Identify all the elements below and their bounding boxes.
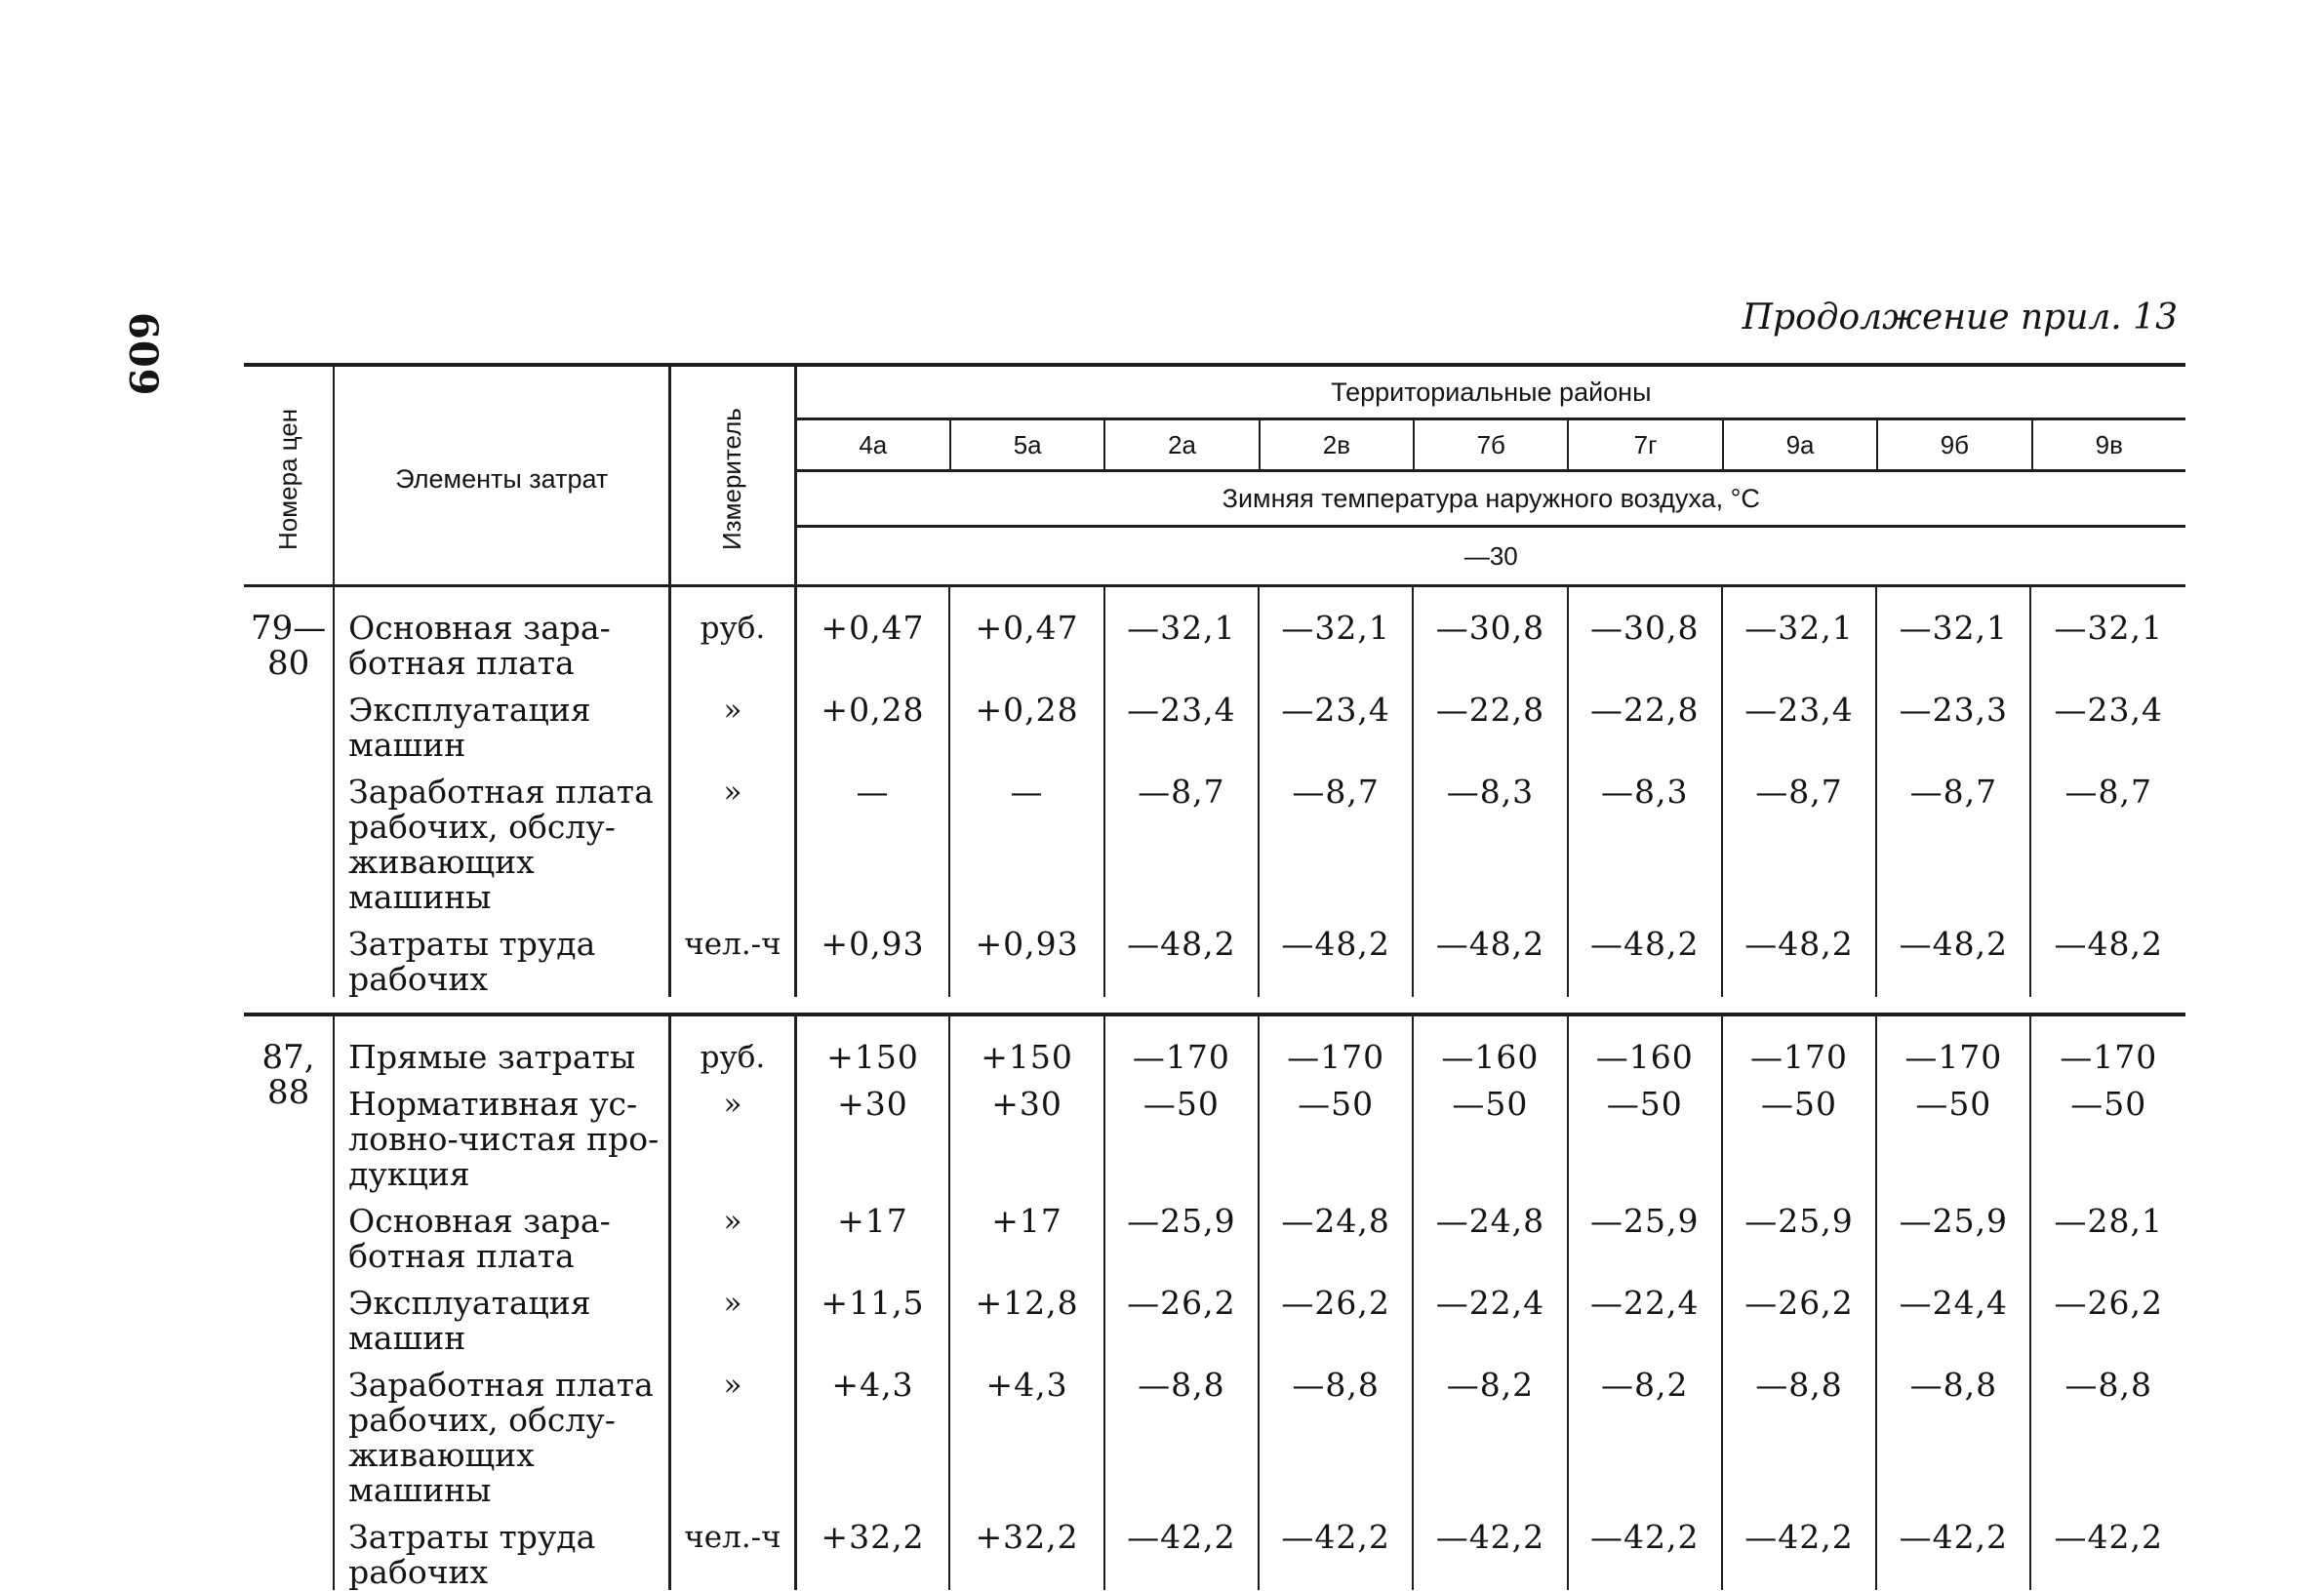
value-cell: —26,2 <box>2030 1274 2185 1356</box>
value-cell: —50 <box>1568 1075 1722 1192</box>
value-cell: —42,2 <box>1876 1508 2030 1590</box>
value-cell: —8,8 <box>1722 1356 1876 1508</box>
cost-element: Основная зара- ботная плата <box>334 1192 670 1274</box>
value-cell: +0,47 <box>949 586 1103 682</box>
value-cell: +150 <box>949 1014 1103 1075</box>
continuation-caption: Продолжение прил. 13 <box>1742 298 2178 338</box>
value-cell: +11,5 <box>795 1274 949 1356</box>
value-cell: —23,4 <box>2030 681 2185 763</box>
region-4a: 4а <box>859 430 888 459</box>
value-cell: —8,7 <box>1722 763 1876 915</box>
value-cell: —170 <box>1104 1014 1259 1075</box>
header-temp-value: —30 <box>1463 541 1518 571</box>
value-cell: —42,2 <box>1259 1508 1413 1590</box>
value-cell: —25,9 <box>1104 1192 1259 1274</box>
value-cell: —42,2 <box>2030 1508 2185 1590</box>
value-cell: —50 <box>1104 1075 1259 1192</box>
cost-element: Основная зара- ботная плата <box>334 586 670 682</box>
value-cell: —48,2 <box>1413 915 1567 997</box>
region-5a: 5а <box>949 420 1103 469</box>
value-cell: —8,8 <box>1104 1356 1259 1508</box>
value-cell: —8,8 <box>1876 1356 2030 1508</box>
value-cell: —22,4 <box>1568 1274 1722 1356</box>
header-elem-label: Элементы затрат <box>395 464 609 494</box>
value-cell: —48,2 <box>1104 915 1259 997</box>
region-7g: 7г <box>1567 420 1721 469</box>
value-cell: +17 <box>949 1192 1103 1274</box>
price-number: 87, 88 <box>244 1014 334 1590</box>
header-num-label: Номера цен <box>273 408 303 550</box>
cost-element: Нормативная ус- ловно-чистая про- дукция <box>334 1075 670 1192</box>
table-row <box>244 1192 2185 1274</box>
value-cell: —30,8 <box>1413 586 1567 682</box>
value-cell: —22,4 <box>1413 1274 1567 1356</box>
price-number: 79— 80 <box>250 609 327 683</box>
unit: » <box>670 763 795 915</box>
unit: руб. <box>670 586 795 682</box>
value-cell: —32,1 <box>1104 586 1259 682</box>
header-region-row <box>797 420 2185 472</box>
header-unit-col <box>670 365 795 586</box>
value-cell: —42,2 <box>1722 1508 1876 1590</box>
value-cell: —170 <box>1876 1014 2030 1075</box>
value-cell: —42,2 <box>1568 1508 1722 1590</box>
value-cell: —170 <box>1259 1014 1413 1075</box>
table-row <box>244 915 2185 997</box>
value-cell: —48,2 <box>1722 915 1876 997</box>
value-cell: —23,4 <box>1104 681 1259 763</box>
value-cell: —50 <box>2030 1075 2185 1192</box>
region-2a: 2а <box>1103 420 1258 469</box>
region-9a: 9а <box>1722 420 1876 469</box>
value-cell: —26,2 <box>1259 1274 1413 1356</box>
value-cell: —22,8 <box>1568 681 1722 763</box>
value-cell: —26,2 <box>1722 1274 1876 1356</box>
value-cell: —170 <box>2030 1014 2185 1075</box>
header-regions-block <box>795 365 2185 586</box>
value-cell: —26,2 <box>1104 1274 1259 1356</box>
value-cell: —32,1 <box>1876 586 2030 682</box>
table-row <box>244 763 2185 915</box>
header-elem-col <box>334 365 670 586</box>
value-cell: —8,8 <box>2030 1356 2185 1508</box>
unit: » <box>670 1356 795 1508</box>
unit: » <box>670 1192 795 1274</box>
value-cell: —8,3 <box>1568 763 1722 915</box>
value-cell: +0,28 <box>795 681 949 763</box>
value-cell: —32,1 <box>1722 586 1876 682</box>
value-cell: +17 <box>795 1192 949 1274</box>
value-cell: —42,2 <box>1104 1508 1259 1590</box>
value-cell: —23,4 <box>1722 681 1876 763</box>
value-cell: —25,9 <box>1568 1192 1722 1274</box>
value-cell: —50 <box>1722 1075 1876 1192</box>
value-cell: —170 <box>1722 1014 1876 1075</box>
value-cell: —160 <box>1413 1014 1567 1075</box>
value-cell: — <box>949 763 1103 915</box>
value-cell: —30,8 <box>1568 586 1722 682</box>
value-cell: —48,2 <box>2030 915 2185 997</box>
value-cell: +12,8 <box>949 1274 1103 1356</box>
section-spacer <box>244 997 2185 1014</box>
value-cell: +30 <box>795 1075 949 1192</box>
table-row <box>244 681 2185 763</box>
unit: » <box>670 681 795 763</box>
value-cell: —8,2 <box>1568 1356 1722 1508</box>
cost-element: Прямые затраты <box>334 1014 670 1075</box>
table-header <box>244 365 2185 586</box>
table-body <box>244 586 2185 1591</box>
value-cell: +4,3 <box>795 1356 949 1508</box>
value-cell: — <box>795 763 949 915</box>
cost-element: Затраты труда рабочих <box>334 1508 670 1590</box>
value-cell: —48,2 <box>1568 915 1722 997</box>
cost-element: Затраты труда рабочих <box>334 915 670 997</box>
unit: » <box>670 1075 795 1192</box>
value-cell: —8,7 <box>1104 763 1259 915</box>
value-cell: —25,9 <box>1876 1192 2030 1274</box>
table-row <box>244 1356 2185 1508</box>
table-row <box>244 1274 2185 1356</box>
value-cell: —8,7 <box>1876 763 2030 915</box>
value-cell: +0,93 <box>949 915 1103 997</box>
value-cell: —48,2 <box>1876 915 2030 997</box>
value-cell: —8,8 <box>1259 1356 1413 1508</box>
page-number: 609 <box>120 312 166 397</box>
value-cell: +0,93 <box>795 915 949 997</box>
value-cell: —50 <box>1259 1075 1413 1192</box>
value-cell: —22,8 <box>1413 681 1567 763</box>
value-cell: —8,3 <box>1413 763 1567 915</box>
value-cell: —8,7 <box>2030 763 2185 915</box>
value-cell: —23,4 <box>1259 681 1413 763</box>
region-9b: 9б <box>1876 420 2030 469</box>
value-cell: +32,2 <box>795 1508 949 1590</box>
value-cell: —48,2 <box>1259 915 1413 997</box>
value-cell: —160 <box>1568 1014 1722 1075</box>
cost-element: Заработная плата рабочих, обслу- живающих машины <box>334 1356 670 1508</box>
value-cell: +0,28 <box>949 681 1103 763</box>
cost-element: Эксплуатация машин <box>334 681 670 763</box>
table-row <box>244 1014 2185 1075</box>
value-cell: +32,2 <box>949 1508 1103 1590</box>
unit: руб. <box>670 1014 795 1075</box>
value-cell: —23,3 <box>1876 681 2030 763</box>
value-cell: —50 <box>1876 1075 2030 1192</box>
value-cell: —28,1 <box>2030 1192 2185 1274</box>
value-cell: +150 <box>795 1014 949 1075</box>
region-2v: 2в <box>1259 420 1413 469</box>
value-cell: —24,4 <box>1876 1274 2030 1356</box>
header-unit-label: Измеритель <box>717 408 747 550</box>
value-cell: —8,7 <box>1259 763 1413 915</box>
value-cell: +4,3 <box>949 1356 1103 1508</box>
region-7b: 7б <box>1413 420 1567 469</box>
unit: чел.-ч <box>670 915 795 997</box>
value-cell: —8,2 <box>1413 1356 1567 1508</box>
value-cell: —24,8 <box>1413 1192 1567 1274</box>
value-cell: —32,1 <box>1259 586 1413 682</box>
cost-element: Эксплуатация машин <box>334 1274 670 1356</box>
value-cell: —32,1 <box>2030 586 2185 682</box>
value-cell: —24,8 <box>1259 1192 1413 1274</box>
header-num-col <box>244 365 334 586</box>
header-territory: Территориальные районы <box>797 367 2185 420</box>
value-cell: +0,47 <box>795 586 949 682</box>
unit: чел.-ч <box>670 1508 795 1590</box>
cost-element: Заработная плата рабочих, обслу- живающих машины <box>334 763 670 915</box>
table-row <box>244 1075 2185 1192</box>
value-cell: +30 <box>949 1075 1103 1192</box>
value-cell: —42,2 <box>1413 1508 1567 1590</box>
value-cell: —50 <box>1413 1075 1567 1192</box>
header-temp-label: Зимняя температура наружного воздуха, °С <box>797 472 2185 528</box>
table-row <box>244 586 2185 682</box>
unit: » <box>670 1274 795 1356</box>
table-row <box>244 1508 2185 1590</box>
cost-table <box>244 363 2185 1590</box>
value-cell: —25,9 <box>1722 1192 1876 1274</box>
region-9v: 9в <box>2031 420 2185 469</box>
